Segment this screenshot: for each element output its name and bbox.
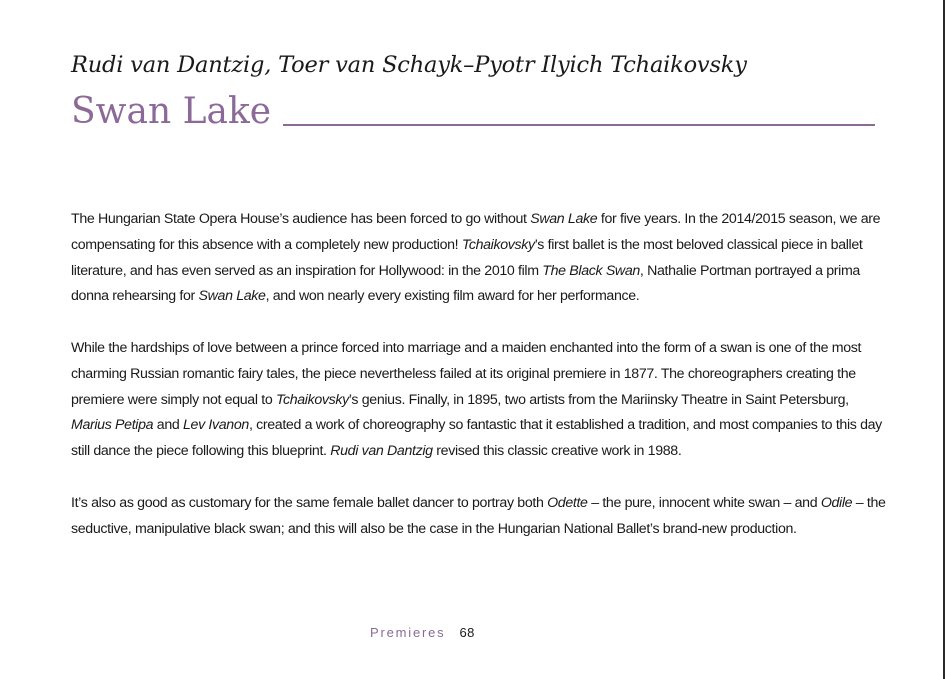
text-segment: While the hardships of love between a prince forced into marriage and a maiden enchanted into the form of a swan is one of the most charming Russian romantic fairy tales, the piece nevertheless failed at its original premiere in 1877. The choreographers creating the premiere were simply not equal to [71, 339, 862, 408]
italic-text-segment: Odette [547, 494, 588, 511]
text-segment: and [153, 417, 184, 434]
text-segment: – the pure, innocent white swan – and [587, 494, 821, 511]
italic-text-segment: Rudi van Dantzig [330, 443, 433, 460]
paragraph [71, 491, 886, 543]
title-underline-rule [283, 124, 875, 126]
article-body [71, 207, 886, 568]
italic-text-segment: Swan Lake [530, 211, 598, 227]
text-segment: The Hungarian State Opera House’s audience has been forced to go without [71, 211, 531, 227]
page-footer [370, 625, 475, 640]
section-label: Premieres [370, 625, 446, 640]
text-segment: , Nathalie Portman portrayed a prima donna rehearsing for [71, 262, 860, 305]
text-segment: ’s first ballet is the most beloved classical piece in ballet literature, and has even served as an inspiration for Hollywood: in the 2010 film [71, 236, 863, 279]
text-segment: for five years. In the 2014/2015 season, we are compensating for this absence with a completely new production! [71, 211, 881, 253]
italic-text-segment: Odile [820, 494, 853, 511]
paragraph [71, 207, 886, 310]
text-segment: revised this classic creative work in 1988. [432, 443, 682, 460]
authors-line: Rudi van Dantzig, Toer van Schayk–Pyotr Ilyich Tchaikovsky [71, 52, 747, 78]
paragraph [71, 336, 886, 465]
page-number: 68 [459, 625, 475, 640]
title-row [71, 88, 875, 136]
italic-text-segment: Tchaikovsky [461, 236, 535, 253]
italic-text-segment: Marius Petipa [71, 417, 154, 434]
italic-text-segment: Tchaikovsky [275, 391, 349, 408]
italic-text-segment: Lev Ivanon [183, 417, 249, 434]
text-segment: , created a work of choreography so fantastic that it established a tradition, and most companies to this day still dance the piece following this blueprint. [71, 417, 882, 460]
italic-text-segment: Swan Lake [198, 288, 266, 305]
text-segment: ’s genius. Finally, in 1895, two artists from the Mariinsky Theatre in Saint Petersburg, [348, 391, 849, 408]
text-segment: , and won nearly every existing film award for her performance. [265, 288, 640, 305]
page-title: Swan Lake [71, 91, 272, 132]
text-segment: – the seductive, manipulative black swan; and this will also be the case in the Hungarian National Ballet’s brand-new production. [71, 494, 886, 537]
italic-text-segment: The Black Swan [542, 262, 640, 279]
text-segment: It’s also as good as customary for the same female ballet dancer to portray both [71, 494, 548, 511]
